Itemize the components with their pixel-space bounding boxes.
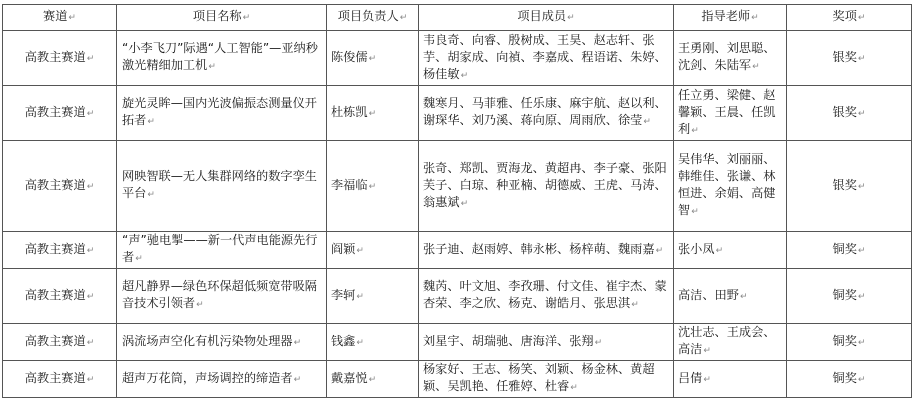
cell-leader: 戴嘉悦↵ xyxy=(327,361,419,398)
cell-project: 旋光灵眸—国内光波偏振态测量仪开拓者↵ xyxy=(117,86,327,141)
cell-leader: 李轲↵ xyxy=(327,269,419,324)
cell-award: 铜奖↵ xyxy=(787,324,912,361)
table-row xyxy=(3,361,912,398)
cell-track: 高教主赛道↵ xyxy=(3,141,117,232)
cell-leader: 李福临↵ xyxy=(327,141,419,232)
table-row xyxy=(3,232,912,269)
cell-track: 高教主赛道↵ xyxy=(3,361,117,398)
cell-award: 银奖↵ xyxy=(787,31,912,86)
cell-members: 杨家好、王志、杨笑、刘颖、杨金林、黄超颖、吴凯艳、任雅婷、杜睿↵ xyxy=(419,361,674,398)
cell-project: 网映智联—无人集群网络的数字孪生平台↵ xyxy=(117,141,327,232)
header-leader: 项目负责人↵ xyxy=(327,5,419,31)
cell-advisors: 任立勇、梁健、赵馨颖、王晨、任凯利↵ xyxy=(674,86,787,141)
cell-members: 魏寒月、马菲雅、任乐康、麻宇航、赵以利、谢琛华、刘乃溪、蒋向原、周雨欣、徐莹↵ xyxy=(419,86,674,141)
cell-project: 涡流场声空化有机污染物处理器↵ xyxy=(117,324,327,361)
cell-award: 银奖↵ xyxy=(787,141,912,232)
cell-members: 张子迪、赵雨婷、韩永彬、杨梓萌、魏雨嘉↵ xyxy=(419,232,674,269)
cell-track: 高教主赛道↵ xyxy=(3,232,117,269)
cell-project: “声”驰电掣——新一代声电能源先行者↵ xyxy=(117,232,327,269)
cell-award: 铜奖↵ xyxy=(787,361,912,398)
header-award: 奖项↵ xyxy=(787,5,912,31)
cell-track: 高教主赛道↵ xyxy=(3,324,117,361)
cell-advisors: 沈壮志、王成会、高洁↵ xyxy=(674,324,787,361)
cell-track: 高教主赛道↵ xyxy=(3,31,117,86)
cell-award: 铜奖↵ xyxy=(787,269,912,324)
table-row xyxy=(3,86,912,141)
cell-advisors: 吴伟华、刘丽丽、韩维佳、张谦、林恒进、余娟、高健智↵ xyxy=(674,141,787,232)
cell-leader: 钱鑫↵ xyxy=(327,324,419,361)
cell-project: 超凡静界—绿色环保超低频宽带吸隔音技术引领者↵ xyxy=(117,269,327,324)
cell-members: 张奇、郑凯、贾海龙、黄超冉、李子豪、张阳芙子、白琼、种亚楠、胡德威、王虎、马涛、翁惠斌↵ xyxy=(419,141,674,232)
cell-leader: 陈俊儒↵ xyxy=(327,31,419,86)
header-track: 赛道↵ xyxy=(3,5,117,31)
cell-advisors: 吕倩↵ xyxy=(674,361,787,398)
award-table xyxy=(2,4,912,398)
cell-leader: 阎颖↵ xyxy=(327,232,419,269)
cell-leader: 杜栋凯↵ xyxy=(327,86,419,141)
table-row xyxy=(3,324,912,361)
cell-track: 高教主赛道↵ xyxy=(3,86,117,141)
header-advisors: 指导老师↵ xyxy=(674,5,787,31)
cell-track: 高教主赛道↵ xyxy=(3,269,117,324)
cell-advisors: 王勇刚、刘思聪、沈剑、朱陆军↵ xyxy=(674,31,787,86)
table-row xyxy=(3,31,912,86)
cell-award: 银奖↵ xyxy=(787,86,912,141)
header-members: 项目成员↵ xyxy=(419,5,674,31)
cell-members: 刘星宇、胡瑞驰、唐海洋、张翔↵ xyxy=(419,324,674,361)
header-project: 项目名称↵ xyxy=(117,5,327,31)
cell-project: “小李飞刀”际遇“人工智能”—亚纳秒激光精细加工机↵ xyxy=(117,31,327,86)
cell-advisors: 高洁、田野↵ xyxy=(674,269,787,324)
cell-members: 魏芮、叶文旭、李孜珊、付文佳、崔宇杰、蒙杏荣、李之欣、杨克、谢皓月、张思淇↵ xyxy=(419,269,674,324)
table-row xyxy=(3,269,912,324)
cell-advisors: 张小凤↵ xyxy=(674,232,787,269)
cell-project: 超声万花筒，声场调控的缔造者↵ xyxy=(117,361,327,398)
header-row xyxy=(3,5,912,31)
cell-award: 铜奖↵ xyxy=(787,232,912,269)
table-row xyxy=(3,141,912,232)
cell-members: 韦良奇、向睿、殷树成、王昊、赵志轩、张芋、胡家成、向禎、李嘉成、程语诺、朱婷、杨佳敏↵ xyxy=(419,31,674,86)
